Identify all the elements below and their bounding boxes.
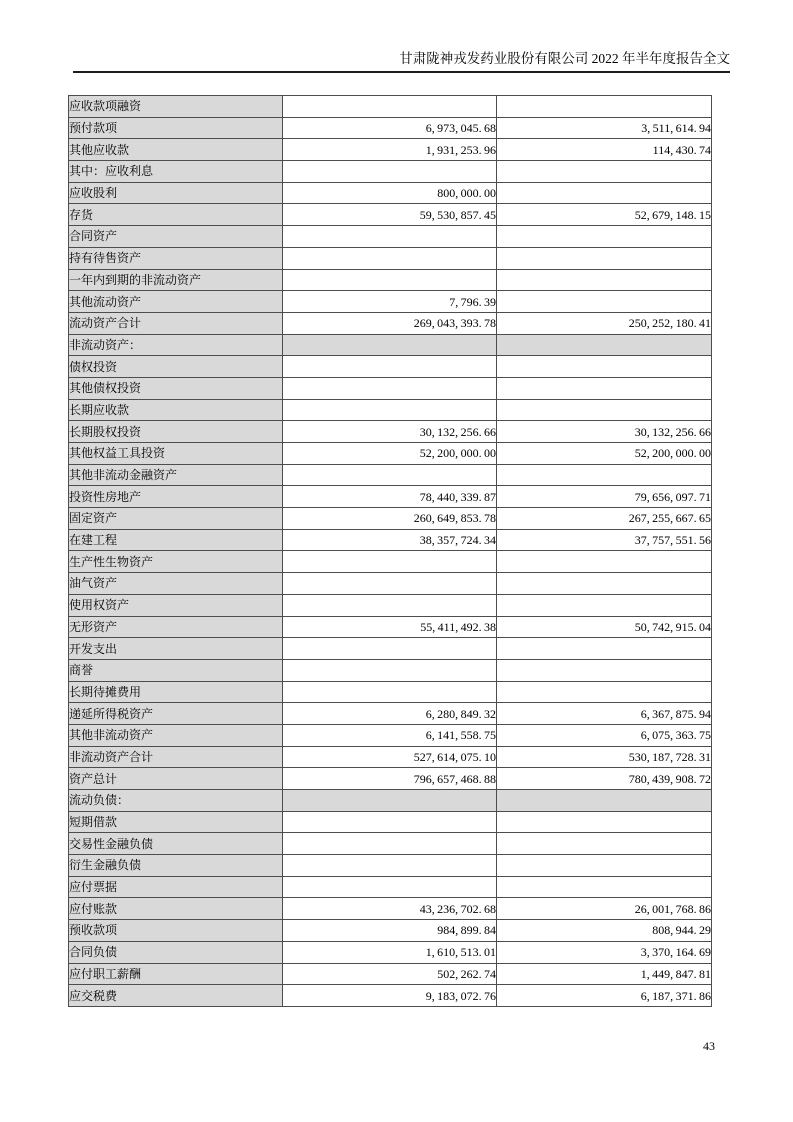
current-period-cell: 7, 796. 39	[283, 291, 497, 313]
table-row	[69, 551, 712, 573]
prior-period-cell: 26, 001, 768. 86	[497, 898, 712, 920]
item-cell: 流动负债：	[69, 790, 283, 812]
table-row	[69, 681, 712, 703]
item-cell: 其他流动资产	[69, 291, 283, 313]
item-cell: 在建工程	[69, 529, 283, 551]
current-period-cell	[283, 855, 497, 877]
prior-period-cell: 1, 449, 847. 81	[497, 963, 712, 985]
table-row	[69, 377, 712, 399]
table-row	[69, 486, 712, 508]
prior-period-cell	[497, 291, 712, 313]
table-row	[69, 443, 712, 465]
table-row	[69, 898, 712, 920]
prior-period-cell: 3, 370, 164. 69	[497, 941, 712, 963]
item-cell: 应付职工薪酬	[69, 963, 283, 985]
item-cell: 一年内到期的非流动资产	[69, 269, 283, 291]
item-cell: 其他应收款	[69, 139, 283, 161]
current-period-cell	[283, 356, 497, 378]
prior-period-cell: 267, 255, 667. 65	[497, 508, 712, 530]
table-row	[69, 941, 712, 963]
prior-period-cell: 3, 511, 614. 94	[497, 117, 712, 139]
current-period-cell: 796, 657, 468. 88	[283, 768, 497, 790]
prior-period-cell	[497, 573, 712, 595]
item-cell: 长期待摊费用	[69, 681, 283, 703]
item-cell: 存货	[69, 204, 283, 226]
prior-period-cell	[497, 182, 712, 204]
prior-period-cell: 6, 187, 371. 86	[497, 985, 712, 1007]
table-row	[69, 594, 712, 616]
table-row	[69, 855, 712, 877]
prior-period-cell: 6, 367, 875. 94	[497, 703, 712, 725]
table-row	[69, 269, 712, 291]
current-period-cell: 6, 280, 849. 32	[283, 703, 497, 725]
current-period-cell	[283, 161, 497, 183]
prior-period-cell: 808, 944. 29	[497, 920, 712, 942]
prior-period-cell	[497, 161, 712, 183]
current-period-cell: 6, 973, 045. 68	[283, 117, 497, 139]
table-row	[69, 638, 712, 660]
table-row	[69, 96, 712, 118]
current-period-cell	[283, 226, 497, 248]
current-period-cell	[283, 269, 497, 291]
balance-sheet-table	[68, 95, 712, 1007]
current-period-cell	[283, 551, 497, 573]
prior-period-cell	[497, 334, 712, 356]
prior-period-cell: 530, 187, 728. 31	[497, 746, 712, 768]
prior-period-cell	[497, 659, 712, 681]
current-period-cell	[283, 377, 497, 399]
prior-period-cell: 780, 439, 908. 72	[497, 768, 712, 790]
prior-period-cell: 30, 132, 256. 66	[497, 421, 712, 443]
table-row	[69, 117, 712, 139]
prior-period-cell	[497, 356, 712, 378]
header-title: 甘肃陇神戎发药业股份有限公司 2022 年半年度报告全文	[399, 51, 730, 66]
current-period-cell: 9, 183, 072. 76	[283, 985, 497, 1007]
current-period-cell	[283, 638, 497, 660]
item-cell: 应付票据	[69, 876, 283, 898]
item-cell: 固定资产	[69, 508, 283, 530]
current-period-cell	[283, 790, 497, 812]
current-period-cell	[283, 876, 497, 898]
item-cell: 合同负债	[69, 941, 283, 963]
item-cell: 其他债权投资	[69, 377, 283, 399]
table-row	[69, 421, 712, 443]
item-cell: 递延所得税资产	[69, 703, 283, 725]
item-cell: 非流动资产合计	[69, 746, 283, 768]
current-period-cell: 502, 262. 74	[283, 963, 497, 985]
prior-period-cell	[497, 226, 712, 248]
item-cell: 应交税费	[69, 985, 283, 1007]
table-row	[69, 768, 712, 790]
table-row	[69, 790, 712, 812]
table-row	[69, 876, 712, 898]
table-row	[69, 746, 712, 768]
prior-period-cell	[497, 833, 712, 855]
item-cell: 短期借款	[69, 811, 283, 833]
current-period-cell: 269, 043, 393. 78	[283, 312, 497, 334]
page-header	[73, 50, 730, 73]
item-cell: 投资性房地产	[69, 486, 283, 508]
prior-period-cell: 250, 252, 180. 41	[497, 312, 712, 334]
current-period-cell: 527, 614, 075. 10	[283, 746, 497, 768]
item-cell: 持有待售资产	[69, 247, 283, 269]
item-cell: 长期应收款	[69, 399, 283, 421]
prior-period-cell	[497, 855, 712, 877]
prior-period-cell	[497, 377, 712, 399]
current-period-cell: 38, 357, 724. 34	[283, 529, 497, 551]
prior-period-cell	[497, 681, 712, 703]
current-period-cell	[283, 594, 497, 616]
current-period-cell: 984, 899. 84	[283, 920, 497, 942]
table-row	[69, 226, 712, 248]
prior-period-cell: 52, 679, 148. 15	[497, 204, 712, 226]
item-cell: 债权投资	[69, 356, 283, 378]
item-cell: 商誉	[69, 659, 283, 681]
current-period-cell	[283, 399, 497, 421]
item-cell: 其他权益工具投资	[69, 443, 283, 465]
prior-period-cell: 50, 742, 915. 04	[497, 616, 712, 638]
item-cell: 开发支出	[69, 638, 283, 660]
item-cell: 长期股权投资	[69, 421, 283, 443]
current-period-cell	[283, 247, 497, 269]
prior-period-cell	[497, 96, 712, 118]
table-row	[69, 312, 712, 334]
current-period-cell: 800, 000. 00	[283, 182, 497, 204]
table-row	[69, 703, 712, 725]
item-cell: 交易性金融负债	[69, 833, 283, 855]
table-row	[69, 356, 712, 378]
table-row	[69, 204, 712, 226]
current-period-cell	[283, 811, 497, 833]
current-period-cell	[283, 334, 497, 356]
current-period-cell	[283, 464, 497, 486]
item-cell: 流动资产合计	[69, 312, 283, 334]
table-row	[69, 161, 712, 183]
item-cell: 资产总计	[69, 768, 283, 790]
table-row	[69, 291, 712, 313]
current-period-cell: 1, 610, 513. 01	[283, 941, 497, 963]
table-row	[69, 985, 712, 1007]
table-row	[69, 182, 712, 204]
item-cell: 合同资产	[69, 226, 283, 248]
current-period-cell	[283, 659, 497, 681]
current-period-cell: 30, 132, 256. 66	[283, 421, 497, 443]
prior-period-cell	[497, 811, 712, 833]
item-cell: 其他非流动金融资产	[69, 464, 283, 486]
item-cell: 应付账款	[69, 898, 283, 920]
table-row	[69, 508, 712, 530]
item-cell: 无形资产	[69, 616, 283, 638]
item-cell: 油气资产	[69, 573, 283, 595]
prior-period-cell: 6, 075, 363. 75	[497, 724, 712, 746]
table-row	[69, 963, 712, 985]
current-period-cell	[283, 573, 497, 595]
item-cell: 预付款项	[69, 117, 283, 139]
current-period-cell: 78, 440, 339. 87	[283, 486, 497, 508]
table-row	[69, 247, 712, 269]
current-period-cell: 1, 931, 253. 96	[283, 139, 497, 161]
prior-period-cell	[497, 790, 712, 812]
prior-period-cell	[497, 399, 712, 421]
page-number: 43	[703, 1039, 715, 1053]
table-row	[69, 334, 712, 356]
table-row	[69, 659, 712, 681]
prior-period-cell: 114, 430. 74	[497, 139, 712, 161]
item-cell: 应收款项融资	[69, 96, 283, 118]
table-row	[69, 139, 712, 161]
prior-period-cell	[497, 638, 712, 660]
prior-period-cell: 79, 656, 097. 71	[497, 486, 712, 508]
table-row	[69, 399, 712, 421]
current-period-cell: 43, 236, 702. 68	[283, 898, 497, 920]
table-row	[69, 573, 712, 595]
prior-period-cell	[497, 464, 712, 486]
item-cell: 其他非流动资产	[69, 724, 283, 746]
table-row	[69, 616, 712, 638]
prior-period-cell	[497, 594, 712, 616]
item-cell: 非流动资产：	[69, 334, 283, 356]
item-cell: 生产性生物资产	[69, 551, 283, 573]
item-cell: 衍生金融负债	[69, 855, 283, 877]
prior-period-cell	[497, 247, 712, 269]
prior-period-cell: 37, 757, 551. 56	[497, 529, 712, 551]
item-cell: 其中：应收利息	[69, 161, 283, 183]
item-cell: 预收款项	[69, 920, 283, 942]
current-period-cell	[283, 681, 497, 703]
current-period-cell: 6, 141, 558. 75	[283, 724, 497, 746]
current-period-cell: 55, 411, 492. 38	[283, 616, 497, 638]
current-period-cell	[283, 833, 497, 855]
table-row	[69, 833, 712, 855]
prior-period-cell	[497, 269, 712, 291]
table-row	[69, 811, 712, 833]
table-row	[69, 464, 712, 486]
table-row	[69, 529, 712, 551]
table-row	[69, 724, 712, 746]
table-row	[69, 920, 712, 942]
current-period-cell: 52, 200, 000. 00	[283, 443, 497, 465]
prior-period-cell: 52, 200, 000. 00	[497, 443, 712, 465]
current-period-cell: 59, 530, 857. 45	[283, 204, 497, 226]
item-cell: 应收股利	[69, 182, 283, 204]
current-period-cell	[283, 96, 497, 118]
prior-period-cell	[497, 876, 712, 898]
prior-period-cell	[497, 551, 712, 573]
item-cell: 使用权资产	[69, 594, 283, 616]
current-period-cell: 260, 649, 853. 78	[283, 508, 497, 530]
